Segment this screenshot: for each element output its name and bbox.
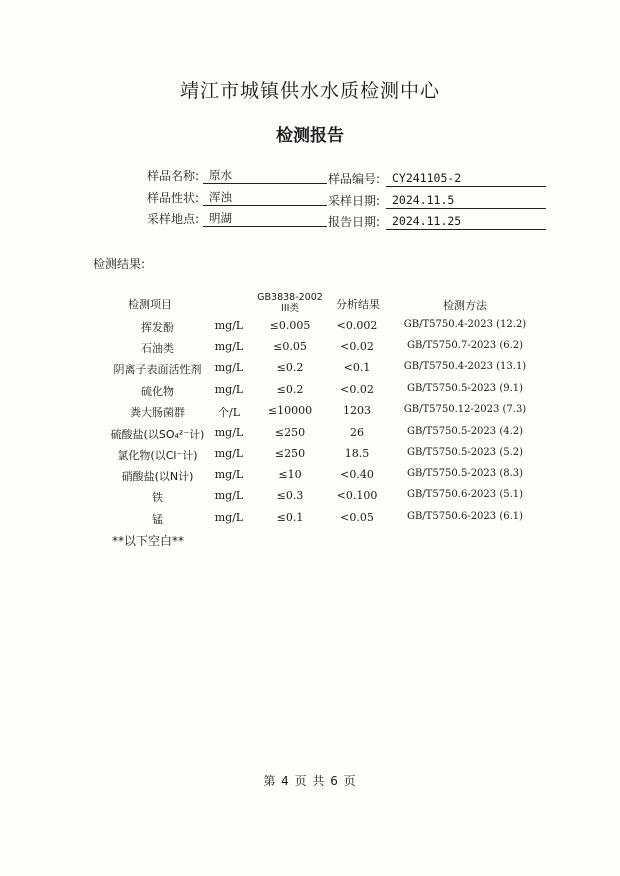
cell-result: <0.02 <box>340 340 374 353</box>
cell-unit: mg/L <box>214 319 244 332</box>
cell-unit: mg/L <box>214 361 244 374</box>
cell-method: GB/T5750.5-2023 (9.1) <box>406 383 524 394</box>
cell-result: <0.02 <box>340 383 374 396</box>
sample-name-field <box>147 167 327 185</box>
cell-limit: ≤0.1 <box>276 511 304 524</box>
cell-item: 锰 <box>152 513 163 526</box>
report-date-value: 2024.11.25 <box>386 213 546 230</box>
column-header-result: 分析结果 <box>336 298 380 311</box>
cell-result: 26 <box>350 426 364 439</box>
column-header-standard <box>250 292 330 314</box>
cell-limit: ≤250 <box>274 426 306 439</box>
page-indicator: 第 4 页 共 6 页 <box>263 774 357 788</box>
column-header-standard-class: III类 <box>281 303 299 314</box>
sample-number-field <box>328 170 548 188</box>
organization-name: 靖江市城镇供水水质检测中心 <box>179 80 440 102</box>
cell-method: GB/T5750.5-2023 (4.2) <box>406 426 524 437</box>
sample-property-label: 样品性状: <box>147 191 200 205</box>
cell-item: 挥发酚 <box>141 321 174 334</box>
cell-unit: mg/L <box>214 511 244 524</box>
cell-unit: mg/L <box>214 383 244 396</box>
cell-item: 粪大肠菌群 <box>130 406 185 419</box>
column-header-standard-code: GB3838-2002 <box>257 292 323 303</box>
column-header-method: 检测方法 <box>443 299 487 312</box>
sampling-location-field <box>147 210 327 228</box>
cell-result: <0.1 <box>343 361 371 374</box>
cell-limit: ≤0.05 <box>273 340 307 353</box>
column-header-item: 检测项目 <box>128 298 172 311</box>
sampling-date-value: 2024.11.5 <box>386 192 546 209</box>
table-row <box>0 511 620 531</box>
table-row <box>0 489 620 509</box>
sample-number-value: CY241105-2 <box>386 170 546 187</box>
cell-method: GB/T5750.5-2023 (5.2) <box>406 447 524 458</box>
cell-method: GB/T5750.6-2023 (5.1) <box>406 489 524 500</box>
cell-result: 1203 <box>343 404 371 417</box>
cell-limit: ≤10000 <box>267 404 313 417</box>
end-of-data-note: **以下空白** <box>112 534 185 548</box>
cell-item: 石油类 <box>141 342 174 355</box>
sampling-date-field <box>328 192 548 210</box>
document-title: 检测报告 <box>276 126 344 146</box>
cell-result: <0.05 <box>340 511 374 524</box>
cell-result: <0.002 <box>336 319 378 332</box>
sample-name-value: 原水 <box>203 167 327 184</box>
table-row <box>0 404 620 424</box>
cell-item: 硫酸盐(以SO₄²⁻计) <box>110 428 205 441</box>
cell-limit: ≤0.3 <box>276 489 304 502</box>
sample-number-label: 样品编号: <box>328 172 381 186</box>
cell-limit: ≤0.005 <box>269 319 311 332</box>
cell-item: 铁 <box>152 491 163 504</box>
table-row <box>0 340 620 360</box>
cell-result: <0.100 <box>336 489 378 502</box>
table-row <box>0 468 620 488</box>
cell-unit: mg/L <box>214 468 244 481</box>
cell-unit: mg/L <box>214 426 244 439</box>
cell-method: GB/T5750.5-2023 (8.3) <box>406 468 524 479</box>
sample-property-value: 浑浊 <box>203 189 327 206</box>
table-row <box>0 426 620 446</box>
results-label: 检测结果: <box>93 257 146 271</box>
sampling-date-label: 采样日期: <box>328 194 381 208</box>
sample-name-label: 样品名称: <box>147 169 200 183</box>
table-row <box>0 447 620 467</box>
cell-limit: ≤10 <box>278 468 302 481</box>
cell-method: GB/T5750.4-2023 (13.1) <box>403 361 527 372</box>
cell-unit: mg/L <box>214 447 244 460</box>
cell-method: GB/T5750.12-2023 (7.3) <box>403 404 527 415</box>
cell-result: <0.40 <box>340 468 374 481</box>
cell-limit: ≤0.2 <box>276 361 304 374</box>
table-row <box>0 361 620 381</box>
cell-method: GB/T5750.4-2023 (12.2) <box>403 319 527 330</box>
cell-result: 18.5 <box>344 447 370 460</box>
table-row <box>0 383 620 403</box>
cell-method: GB/T5750.7-2023 (6.2) <box>406 340 524 351</box>
cell-limit: ≤0.2 <box>276 383 304 396</box>
cell-unit: 个/L <box>217 406 240 419</box>
cell-unit: mg/L <box>214 340 244 353</box>
sampling-location-value: 明湖 <box>203 210 327 227</box>
report-date-label: 报告日期: <box>328 215 381 229</box>
cell-unit: mg/L <box>214 489 244 502</box>
cell-item: 硝酸盐(以N计) <box>121 470 194 483</box>
cell-item: 氯化物(以Cl⁻计) <box>117 449 198 462</box>
sampling-location-label: 采样地点: <box>147 212 200 226</box>
sample-property-field <box>147 189 327 207</box>
cell-limit: ≤250 <box>274 447 306 460</box>
cell-method: GB/T5750.6-2023 (6.1) <box>406 511 524 522</box>
cell-item: 硫化物 <box>141 385 174 398</box>
report-date-field <box>328 213 548 231</box>
cell-item: 阴离子表面活性剂 <box>113 363 202 376</box>
table-row <box>0 319 620 339</box>
